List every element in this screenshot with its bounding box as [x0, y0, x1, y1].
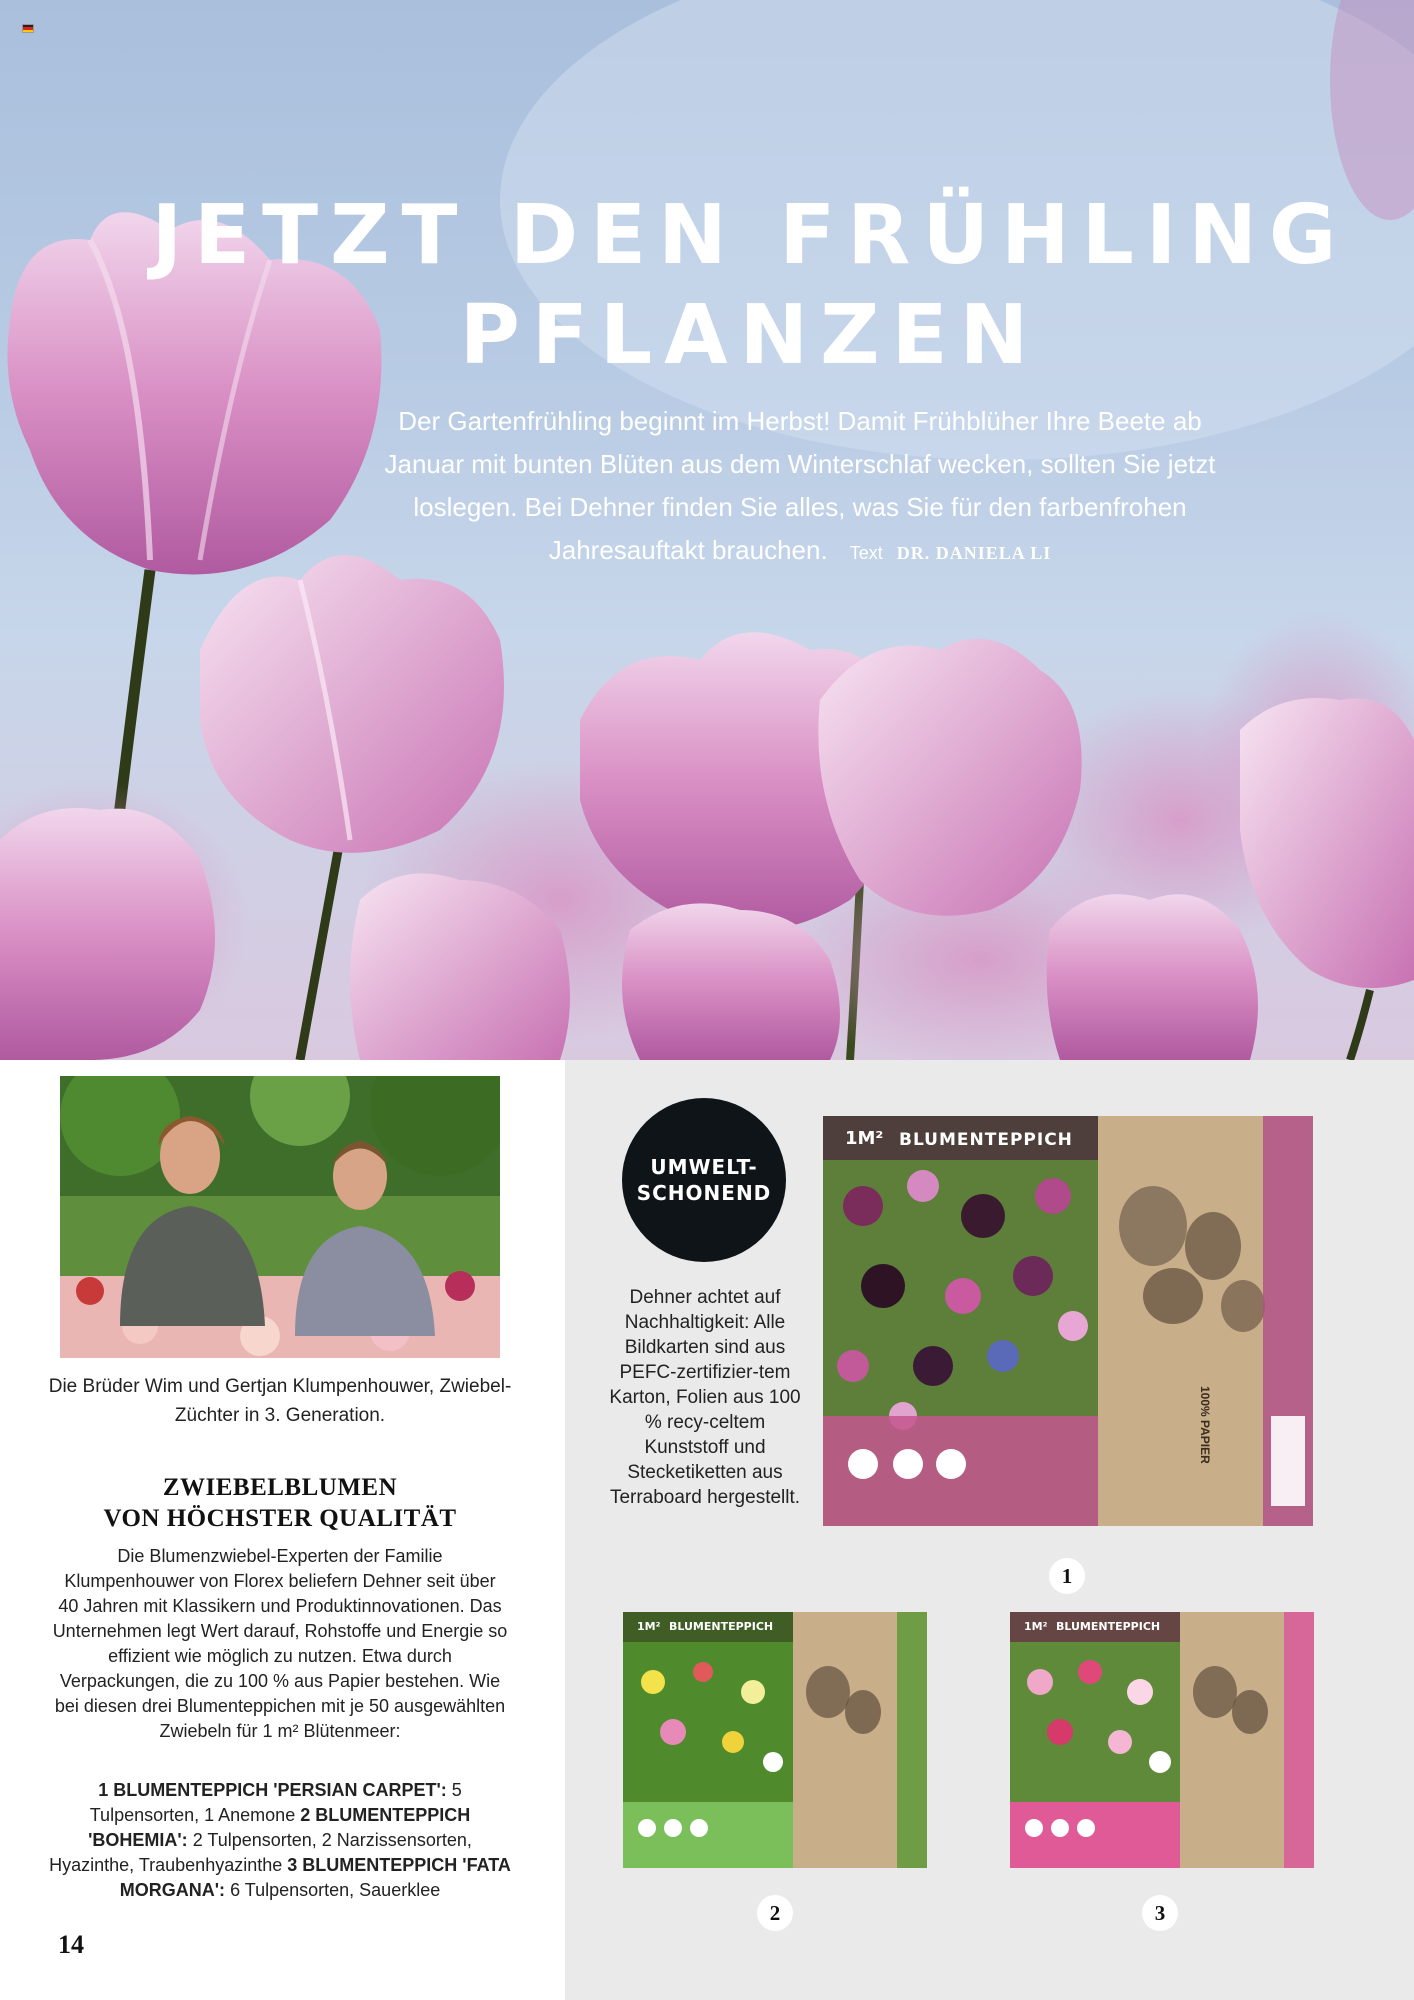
flag-icon: [22, 24, 34, 33]
section-title-line1: ZWIEBELBLUMEN: [162, 1474, 398, 1501]
breeders-photo: [60, 1076, 500, 1358]
product-label-1: 1 BLUMENTEPPICH 'PERSIAN CARPET':: [98, 1780, 447, 1800]
product-desc-2: 2 Tulpensorten, 2 Narzissensorten, Hyazinthe, Traubenhyazinthe: [49, 1830, 472, 1875]
product-desc-3: 6 Tulpensorten, Sauerklee: [230, 1880, 441, 1900]
section-title-line2: VON HÖCHSTER QUALITÄT: [103, 1505, 457, 1532]
section-title: [40, 1472, 520, 1534]
credit-author: DR. DANIELA LI: [896, 543, 1052, 563]
eco-badge: [622, 1098, 786, 1262]
page-title-line1: JETZT DEN FRÜHLING: [151, 188, 1349, 283]
pack-1-illustration: [823, 1116, 1313, 1526]
left-column: [0, 1060, 565, 2000]
pack-2-size: 1M²: [637, 1620, 661, 1633]
pack-3-brand: BLUMENTEPPICH: [1056, 1620, 1161, 1633]
pack-1-size: 1M²: [845, 1128, 884, 1149]
lead-paragraph: [370, 400, 1230, 575]
pack-2-brand: BLUMENTEPPICH: [669, 1620, 774, 1633]
pack-2-illustration: [623, 1612, 927, 1868]
photo-caption: Die Brüder Wim und Gertjan Klumpenhouwer, Zwiebel-Züchter in 3. Generation.: [48, 1376, 512, 1426]
body-paragraph: Die Blumenzwiebel-Experten der Familie Klumpenhouwer von Florex beliefern Dehner seit über 40 Jahren mit Klassikern und Produktinnovationen. Das Unternehmen legt Wert darauf, Rohstoffe und Energie so effizient wie möglich zu nutzen. Etwa durch Verpackungen, die zu 100 % aus Papier bestehen. Wie bei diesen drei Blumenteppichen mit je 50 ausgewählten Zwiebeln für 1 m² Blütenmeer:: [52, 1546, 508, 1741]
product-label-3: 3 BLUMENTEPPICH 'FATA MORGANA':: [119, 1855, 511, 1900]
sustainability-text: Dehner achtet auf Nachhaltigkeit: Alle Bildkarten sind aus PEFC-zertifizier-tem Karton, Folien aus 100 % recy-celtem Kunststoff und Stecketiketten aus Terraboard hergestellt.: [609, 1287, 801, 1508]
badge-line2: SCHONEND: [636, 1181, 772, 1205]
product-number-1: 1: [1049, 1558, 1085, 1594]
pack-3-illustration: [1010, 1612, 1314, 1868]
product-pack-3: [1010, 1612, 1314, 1868]
pack-1-paper-label: 100% PAPIER: [1198, 1386, 1212, 1464]
page-number: 14: [58, 1930, 84, 1959]
product-desc-1: 5 Tulpensorten, 1 Anemone: [89, 1780, 462, 1825]
product-number-2: 2: [757, 1895, 793, 1931]
credit-label: Text: [849, 543, 883, 563]
breeders-photo-illustration: [60, 1076, 500, 1358]
product-number-3: 3: [1142, 1895, 1178, 1931]
right-column: [565, 1060, 1414, 2000]
product-label-2: 2 BLUMENTEPPICH 'BOHEMIA':: [88, 1805, 471, 1850]
pack-1-brand: BLUMENTEPPICH: [899, 1130, 1073, 1150]
pack-3-size: 1M²: [1024, 1620, 1048, 1633]
page-title-line2: PFLANZEN: [459, 288, 1041, 383]
product-pack-1: [823, 1116, 1313, 1526]
product-list: [48, 1778, 512, 1903]
lead-text: Der Gartenfrühling beginnt im Herbst! Damit Frühblüher Ihre Beete ab Januar mit bunten Blüten aus dem Winterschlaf wecken, sollten Sie jetzt loslegen. Bei Dehner finden Sie alles, was Sie für den farbenfrohen Jahresauftakt brauchen.: [384, 406, 1216, 565]
product-pack-2: [623, 1612, 927, 1868]
badge-line1: UMWELT-: [650, 1155, 758, 1179]
